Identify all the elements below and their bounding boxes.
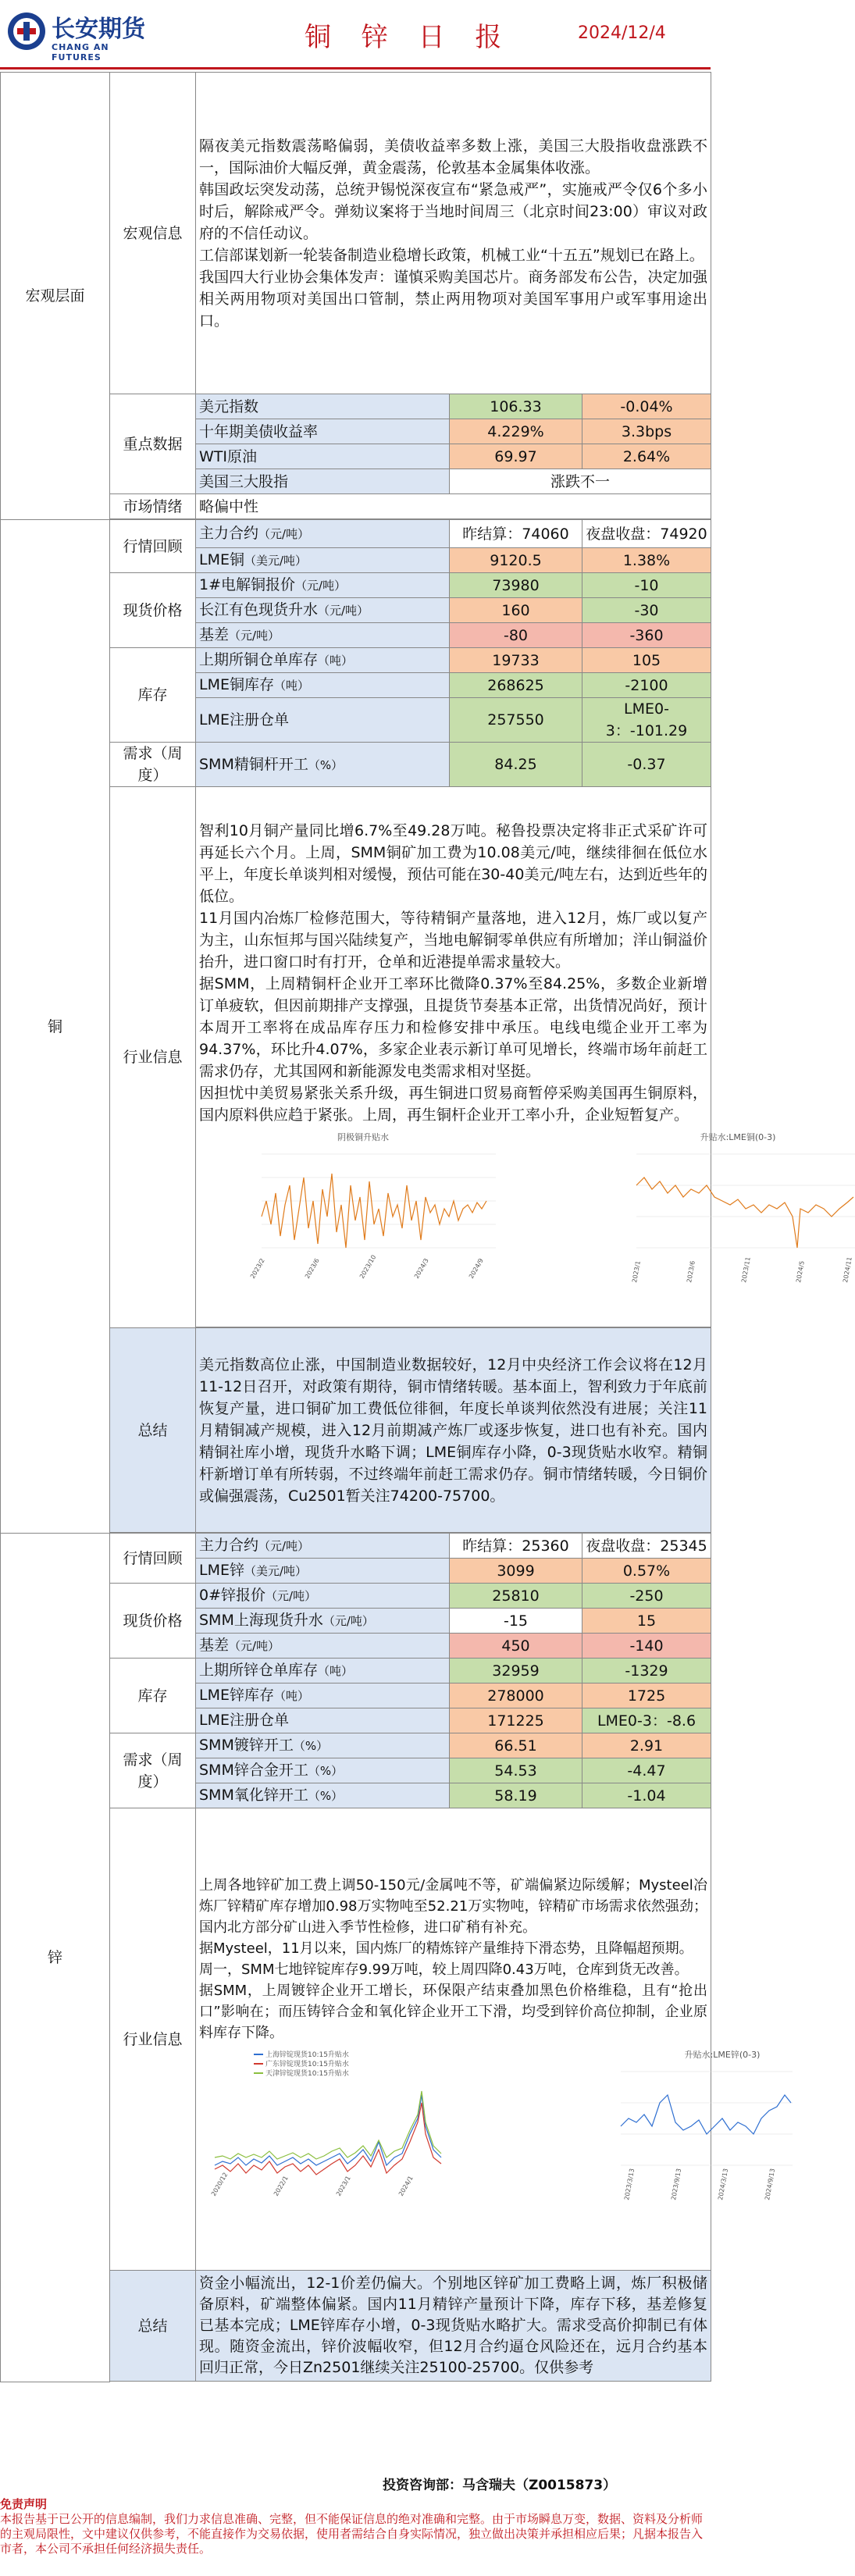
zinc-charts [199, 2048, 777, 2204]
company-logo [6, 5, 162, 62]
demand-value: 58.19 [450, 1783, 582, 1808]
demand-name [196, 743, 450, 787]
zinc-summary-text: 资金小幅流出，12-1价差仍偏大。个别地区锌矿加工费略上调，炼厂积极储备原料，矿端整体偏紧。国内11月精锌产量预计下降，库存下移，基差修复已基本完成；LME锌库存小增，0-3现货贴水略扩大。需求受高价抑制已有体现。随资金流出，锌价波幅收窄，但12月合约逼仓风险还在，远月合约基本回归正常，今日Zn2501继续关注25100-25700。仅供参考 [196, 2271, 711, 2382]
quote-name-text: 主力合约 [199, 1537, 259, 1554]
legend-entry: 天津锌锭现货10:15升贴水 [265, 2069, 349, 2078]
demand-change: 2.91 [582, 1733, 711, 1758]
quote-name-text: LME锌 [199, 1562, 244, 1579]
key-data-name: 十年期美债收益率 [196, 419, 450, 444]
spot-name-text: 1#电解铜报价 [199, 576, 296, 593]
spot-unit: （元/吨） [295, 579, 347, 593]
label-market-sentiment: 市场情绪 [110, 494, 196, 519]
demand-name [196, 1783, 450, 1808]
industry-paragraph: 据Mysteel，11月以来，国内炼厂的精炼锌产量维持下滑态势，且降幅超预期。 [199, 1940, 693, 1957]
spot-change: -10 [582, 573, 711, 598]
label-copper-stock: 库存 [110, 648, 196, 743]
macro-paragraph: 隔夜美元指数震荡略偏弱，美债收益率多数上涨，美国三大股指收盘涨跌不一，国际油价大幅反弹，黄金震荡，伦敦基本金属集体收涨。 [199, 137, 707, 176]
svg-text:2024/11: 2024/11 [842, 1256, 853, 1283]
key-data-value: 4.229% [450, 419, 582, 444]
label-macro-info: 宏观信息 [110, 73, 196, 394]
stock-name [196, 698, 450, 743]
svg-text:2023/2: 2023/2 [248, 1256, 266, 1280]
spot-change: -250 [582, 1584, 711, 1609]
svg-text:2022/1: 2022/1 [272, 2174, 290, 2197]
macro-paragraph: 我国四大行业协会集体发声：谨慎采购美国芯片。商务部发布公告，决定加强相关两用物项对美国出口管制，禁止两用物项对美国军事用户或军事用途出口。 [199, 268, 707, 330]
zinc-guangdong-line [215, 2103, 441, 2175]
legend-entry: 广东锌锭现货10:15升贴水 [265, 2060, 349, 2068]
spot-value: 25810 [450, 1584, 582, 1609]
stock-change: LME0-3：-101.29 [582, 698, 711, 743]
spot-unit: （元/吨） [229, 1639, 280, 1653]
spot-name-text: 0#锌报价 [199, 1587, 266, 1604]
stock-value: 32959 [450, 1659, 582, 1683]
stock-change: LME0-3：-8.6 [582, 1708, 711, 1733]
quote-value: 9120.5 [450, 548, 582, 573]
label-zinc-quote: 行情回顾 [110, 1534, 196, 1584]
svg-text:2024/9: 2024/9 [467, 1256, 485, 1280]
stock-unit: （吨） [318, 654, 354, 668]
spot-name [196, 1634, 450, 1659]
spot-value: -80 [450, 623, 582, 648]
industry-paragraph: 智利10月铜产量同比增6.7%至49.28万吨。秘鲁投票决定将非正式采矿许可再延长六个月。上周，SMM铜矿加工费为10.08美元/吨，继续徘徊在低位水平上，年度长单谈判相对缓慢，预估可能在30-40美元/吨左右，达到近些年的低位。 [199, 821, 707, 905]
quote-night-close: 夜盘收盘：74920 [582, 520, 711, 548]
spot-change: -360 [582, 623, 711, 648]
stock-change: -1329 [582, 1659, 711, 1683]
spot-value: -15 [450, 1609, 582, 1634]
category-zinc: 锌 [1, 1534, 110, 2382]
industry-paragraph: 上周各地锌矿加工费上调50-150元/金属吨不等，矿端偏紧边际缓解；Mysteel冶炼厂锌精矿库存增加0.98万实物吨至52.21万实物吨，锌精矿市场需求依然强劲；国内北方部分矿山进入季节性检修，进口矿稍有补充。 [199, 1876, 707, 1936]
label-copper-demand: 需求（周度） [110, 743, 196, 787]
svg-text:2024/3: 2024/3 [412, 1256, 430, 1280]
svg-text:2023/6: 2023/6 [686, 1259, 696, 1283]
quote-unit: （元/吨） [258, 1539, 310, 1553]
stock-change: 105 [582, 648, 711, 673]
stock-value: 257550 [450, 698, 582, 743]
spot-name-text: 长江有色现货升水 [199, 601, 319, 618]
key-data-value: 涨跌不一 [450, 469, 711, 494]
stock-name [196, 1683, 450, 1708]
copper-lme-spread-line [636, 1178, 853, 1248]
quote-unit: （美元/吨） [244, 1564, 308, 1578]
demand-unit: （%） [308, 757, 344, 772]
macro-paragraph: 工信部谋划新一轮装备制造业稳增长政策，机械工业“十五五”规划已在路上。 [199, 246, 704, 264]
zinc-lme-spread-line [621, 2095, 791, 2134]
disclaimer-title: 免责声明 [0, 2497, 48, 2511]
label-zinc-industry: 行业信息 [110, 1808, 196, 2271]
svg-text:2023/3/13: 2023/3/13 [623, 2167, 636, 2200]
stock-name [196, 648, 450, 673]
demand-change: -0.37 [582, 743, 711, 787]
key-data-change: 2.64% [582, 444, 711, 469]
key-data-value: 106.33 [450, 394, 582, 419]
copper-lme-spread-chart [621, 1131, 855, 1291]
spot-unit: （元/吨） [229, 629, 280, 643]
demand-change: -1.04 [582, 1783, 711, 1808]
svg-text:2020/12: 2020/12 [209, 2171, 230, 2197]
industry-paragraph: 11月国内冶炼厂检修范围大，等待精铜产量落地，进入12月，炼厂或以复产为主，山东恒邦与国兴陆续复产，当地电解铜零单供应有所增加；洋山铜溢价抬升，进口窗口时有打开，仓单和近港提单需求量较大。 [199, 909, 707, 971]
quote-name [196, 548, 450, 573]
spot-value: 450 [450, 1634, 582, 1659]
spot-name-text: SMM上海现货升水 [199, 1612, 323, 1629]
key-data-value: 69.97 [450, 444, 582, 469]
stock-name [196, 1708, 450, 1733]
stock-name-text: LME锌库存 [199, 1687, 274, 1704]
quote-name [196, 1534, 450, 1559]
stock-unit: （吨） [273, 679, 309, 693]
zinc-industry-text [196, 1808, 777, 2271]
svg-text:2024/1: 2024/1 [397, 2174, 415, 2197]
copper-summary-text: 美元指数高位止涨，中国制造业数据较好，12月中央经济工作会议将在12月11-12日召开，对政策有期待，铜市情绪转暖。基本面上，智利致力于年底前恢复产量，进口铜矿加工费低位徘徊，年度长单谈判依然没有进展；关注11月精铜减产规模，进入12月前期减产炼厂或逐步恢复，进口也有补充。国内精铜社库小增，现货升水略下调；LME铜库存小降，0-3现货贴水收窄。精铜杆新增订单有所转弱，不过终端年前赶工需求仍存。铜市情绪转暖，今日铜价或偏强震荡，Cu2501暂关注74200-75700。 [196, 1328, 711, 1533]
quote-prev-settle: 昨结算：74060 [450, 520, 582, 548]
stock-name-text: LME注册仓单 [199, 711, 289, 729]
label-zinc-summary: 总结 [110, 2271, 196, 2382]
stock-change: -2100 [582, 673, 711, 698]
chart-title: 升贴水:LME铜(0-3) [700, 1131, 776, 1142]
spot-name [196, 598, 450, 623]
stock-unit: （吨） [273, 1689, 309, 1703]
stock-name [196, 1659, 450, 1683]
quote-change: 0.57% [582, 1559, 711, 1584]
logo-english-name: CHANG AN FUTURES [52, 42, 109, 62]
disclaimer-text: 本报告基于已公开的信息编制，我们力求信息准确、完整，但不能保证信息的绝对准确和完整。由于市场瞬息万变，数据、资料及分析师的主观局限性，文中建议仅供参考，不能直接作为交易依据，使用者需结合自身实际情况，独立做出决策并承担相应后果；凡据本报告入市者，本公司不承担任何经济损失责任。 [0, 2512, 704, 2556]
spot-unit: （元/吨） [265, 1589, 317, 1603]
legend-entry: 上海锌锭现货10:15升贴水 [265, 2050, 349, 2059]
author-credit: 投资咨询部：马含瑞夫（Z0015873） [383, 2478, 617, 2493]
spot-name-text: 基差 [199, 626, 230, 643]
quote-prev-settle: 昨结算：25360 [450, 1534, 582, 1559]
quote-night-close: 夜盘收盘：25345 [582, 1534, 711, 1559]
industry-paragraph: 据SMM，上周精铜杆企业开工率环比微降0.37%至84.25%，多数企业新增订单疲软，但因前期排产支撑强，且提货节奏基本正常，出货情况尚好，预计本周开工率将在成品库存压力和检修安排中承压。电线电缆企业开工率为94.37%，环比升4.07%，多家企业表示新订单可见增长，终端市场年前赶工需求仍存，尤其国网和新能源发电类需求相对坚挺。 [199, 974, 707, 1080]
spot-name [196, 1609, 450, 1634]
quote-name-text: 主力合约 [199, 525, 259, 542]
demand-value: 84.25 [450, 743, 582, 787]
key-data-change: 3.3bps [582, 419, 711, 444]
spot-unit: （元/吨） [322, 1614, 374, 1628]
key-data-change: -0.04% [582, 394, 711, 419]
spot-name [196, 573, 450, 598]
logo-name: 长安期货 [52, 16, 145, 43]
label-copper-quote: 行情回顾 [110, 520, 196, 573]
header-divider [0, 67, 711, 69]
demand-unit: （%） [293, 1739, 329, 1753]
quote-value: 3099 [450, 1559, 582, 1584]
quote-name [196, 520, 450, 548]
label-key-data: 重点数据 [110, 394, 196, 494]
svg-text:2023/1: 2023/1 [631, 1259, 642, 1283]
macro-paragraph: 韩国政坛突发动荡，总统尹锡悦深夜宣布“紧急戒严”，实施戒严令仅6个多小时后，解除戒严令。弹劾议案将于当地时间周三（北京时间23:00）审议对政府的不信任动议。 [199, 180, 707, 242]
copper-charts [199, 1131, 853, 1295]
copper-premium-chart [246, 1131, 496, 1291]
svg-text:2023/11: 2023/11 [740, 1256, 752, 1283]
svg-text:2024/3/13: 2024/3/13 [717, 2167, 730, 2200]
svg-text:2023/10: 2023/10 [358, 1253, 378, 1280]
stock-name-text: 上期所铜仓单库存 [199, 651, 319, 668]
industry-paragraph: 周一，SMM七地锌锭库存9.99万吨，较上周四降0.43万吨，仓库到货无改善。 [199, 1961, 689, 1978]
spot-value: 73980 [450, 573, 582, 598]
quote-change: 1.38% [582, 548, 711, 573]
logo-emblem-icon [6, 11, 47, 52]
spot-change: 15 [582, 1609, 711, 1634]
svg-text:2023/6: 2023/6 [303, 1256, 321, 1280]
stock-value: 19733 [450, 648, 582, 673]
label-copper-spot: 现货价格 [110, 573, 196, 648]
demand-name-text: SMM精铜杆开工 [199, 755, 308, 773]
spot-name-text: 基差 [199, 1637, 230, 1654]
copper-industry-text [196, 787, 853, 1327]
stock-name [196, 673, 450, 698]
chart-title: 阴极铜升贴水 [337, 1131, 389, 1142]
demand-unit: （%） [308, 1789, 344, 1803]
demand-change: -4.47 [582, 1758, 711, 1783]
stock-change: 1725 [582, 1683, 711, 1708]
demand-value: 54.53 [450, 1758, 582, 1783]
demand-name-text: SMM锌合金开工 [199, 1762, 308, 1779]
industry-paragraph: 据SMM，上周镀锌企业开工增长，环保限产结束叠加黑色价格维稳，且有“抢出口”影响在；而压铸锌合金和氧化锌企业开工下滑，均受到锌价高位抑制，企业原料库存下降。 [199, 1982, 707, 2041]
spot-change: -30 [582, 598, 711, 623]
spot-change: -140 [582, 1634, 711, 1659]
stock-value: 171225 [450, 1708, 582, 1733]
zinc-lme-spread-chart [605, 2048, 808, 2203]
demand-name-text: SMM氧化锌开工 [199, 1787, 308, 1804]
stock-value: 278000 [450, 1683, 582, 1708]
industry-paragraph: 因担忧中美贸易紧张关系升级，再生铜进口贸易商暂停采购美国再生铜原料，国内原料供应趋于紧张。上周，再生铜杆企业开工率小升，企业短暂复产。 [199, 1084, 707, 1124]
demand-name [196, 1758, 450, 1783]
stock-value: 268625 [450, 673, 582, 698]
demand-value: 66.51 [450, 1733, 582, 1758]
key-data-name: WTI原油 [196, 444, 450, 469]
svg-text:2023/1: 2023/1 [334, 2174, 352, 2197]
label-copper-summary: 总结 [110, 1328, 196, 1533]
quote-unit: （元/吨） [258, 527, 310, 541]
category-copper: 铜 [1, 520, 110, 1534]
report-title: 铜 锌 日 报 [305, 22, 513, 53]
svg-text:2023/9/13: 2023/9/13 [670, 2167, 683, 2200]
spot-unit: （元/吨） [318, 604, 369, 618]
disclaimer [0, 2497, 711, 2576]
chart-title: 升贴水:LME锌(0-3) [684, 2049, 761, 2060]
key-data-name: 美国三大股指 [196, 469, 450, 494]
label-zinc-spot: 现货价格 [110, 1584, 196, 1659]
category-macro: 宏观层面 [1, 73, 110, 520]
quote-name-text: LME铜 [199, 551, 244, 568]
report-date: 2024/12/4 [578, 23, 666, 43]
stock-unit: （吨） [318, 1664, 354, 1678]
svg-text:2024/9/13: 2024/9/13 [764, 2167, 777, 2200]
daily-report-table [0, 72, 853, 2382]
label-copper-industry: 行业信息 [110, 787, 196, 1328]
spot-name [196, 1584, 450, 1609]
zinc-shanghai-line [215, 2095, 441, 2165]
spot-value: 160 [450, 598, 582, 623]
stock-name-text: 上期所锌仓单库存 [199, 1662, 319, 1679]
macro-info-text [196, 73, 711, 394]
market-sentiment-value: 略偏中性 [196, 494, 711, 519]
demand-unit: （%） [308, 1764, 344, 1778]
label-zinc-demand: 需求（周度） [110, 1733, 196, 1808]
quote-name [196, 1559, 450, 1584]
spot-name [196, 623, 450, 648]
demand-name [196, 1733, 450, 1758]
svg-text:2024/5: 2024/5 [795, 1259, 806, 1283]
label-zinc-stock: 库存 [110, 1659, 196, 1733]
report-header [0, 0, 711, 70]
stock-name-text: LME注册仓单 [199, 1712, 289, 1729]
zinc-premium-chart [199, 2048, 457, 2203]
demand-name-text: SMM镀锌开工 [199, 1737, 294, 1754]
stock-name-text: LME铜库存 [199, 676, 274, 693]
key-data-name: 美元指数 [196, 394, 450, 419]
quote-unit: （美元/吨） [244, 554, 308, 568]
copper-premium-line [262, 1174, 486, 1248]
